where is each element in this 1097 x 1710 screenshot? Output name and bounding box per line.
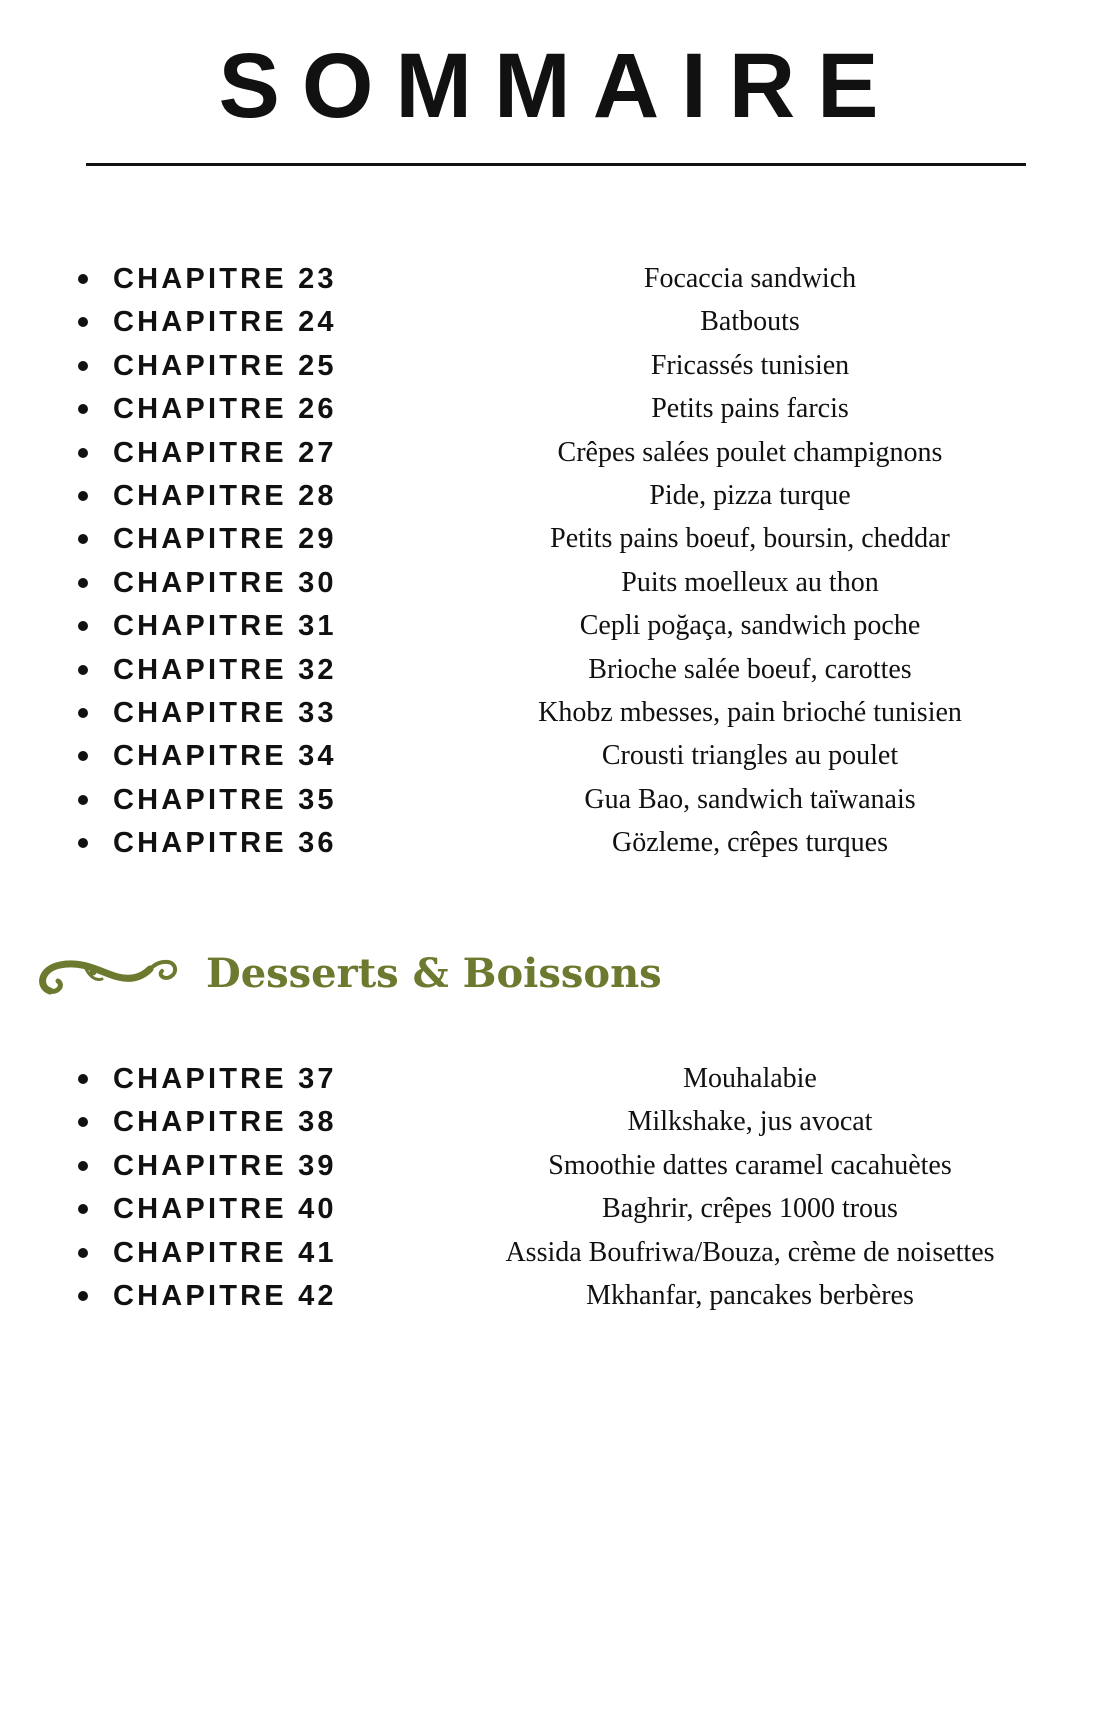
toc-item[interactable] <box>0 736 1097 779</box>
chapter-number: CHAPITRE 29 <box>113 523 337 556</box>
toc-item[interactable] <box>0 563 1097 606</box>
swirl-flourish-icon <box>36 947 182 1001</box>
bullet-icon <box>78 578 88 588</box>
recipe-title: Fricassés tunisien <box>650 349 850 381</box>
recipe-title: Puits moelleux au thon <box>621 566 879 598</box>
toc-item[interactable] <box>0 259 1097 302</box>
bullet-icon <box>78 1248 88 1258</box>
toc-list-desserts <box>0 1059 1097 1319</box>
chapter-number: CHAPITRE 27 <box>113 436 337 469</box>
chapter-number: CHAPITRE 39 <box>113 1149 337 1182</box>
bullet-icon <box>78 795 88 805</box>
bullet-icon <box>78 1291 88 1301</box>
chapter-number: CHAPITRE 37 <box>113 1063 337 1095</box>
bullet-icon <box>78 751 88 761</box>
recipe-title: Assida Boufriwa/Bouza, crème de noisettes <box>505 1236 995 1268</box>
bullet-icon <box>78 491 88 501</box>
bullet-icon <box>78 665 88 675</box>
chapter-number: CHAPITRE 42 <box>113 1279 337 1312</box>
bullet-icon <box>78 621 88 631</box>
toc-item[interactable] <box>0 433 1097 476</box>
toc-item[interactable] <box>0 389 1097 432</box>
recipe-title: Petits pains farcis <box>651 393 849 425</box>
recipe-title: Gözleme, crêpes turques <box>612 827 888 859</box>
recipe-title: Baghrir, crêpes 1000 trous <box>602 1193 898 1225</box>
toc-item[interactable] <box>0 1102 1097 1145</box>
toc-item[interactable] <box>0 519 1097 562</box>
bullet-icon <box>78 1117 88 1127</box>
recipe-title: Crêpes salées poulet champignons <box>557 436 943 468</box>
chapter-number: CHAPITRE 30 <box>113 566 337 599</box>
bullet-icon <box>78 1161 88 1171</box>
chapter-number: CHAPITRE 36 <box>113 827 337 860</box>
recipe-title: Cepli poğaça, sandwich poche <box>579 610 921 642</box>
recipe-title: Petits pains boeuf, boursin, cheddar <box>550 523 950 555</box>
toc-item[interactable] <box>0 1146 1097 1189</box>
toc-item[interactable] <box>0 1189 1097 1232</box>
bullet-icon <box>78 708 88 718</box>
page-title: SOMMAIRE <box>218 35 901 137</box>
chapter-number: CHAPITRE 25 <box>113 349 337 382</box>
bullet-icon <box>78 448 88 458</box>
section-title: Desserts & Boissons <box>206 950 662 997</box>
bullet-icon <box>78 534 88 544</box>
bullet-icon <box>78 317 88 327</box>
toc-item[interactable] <box>0 1233 1097 1276</box>
toc-item[interactable] <box>0 823 1097 866</box>
recipe-title: Batbouts <box>700 306 800 338</box>
chapter-number: CHAPITRE 35 <box>113 783 337 816</box>
chapter-number: CHAPITRE 26 <box>113 393 337 426</box>
chapter-number: CHAPITRE 32 <box>113 653 337 686</box>
recipe-title: Focaccia sandwich <box>643 263 857 294</box>
bullet-icon <box>78 838 88 848</box>
recipe-title: Khobz mbesses, pain brioché tunisien <box>538 696 962 728</box>
chapter-number: CHAPITRE 34 <box>113 740 337 773</box>
recipe-title: Brioche salée boeuf, carottes <box>588 653 912 685</box>
chapter-number: CHAPITRE 33 <box>113 696 337 729</box>
chapter-number: CHAPITRE 23 <box>113 263 337 295</box>
toc-item[interactable] <box>0 302 1097 345</box>
bullet-icon <box>78 274 88 284</box>
toc-list-savory <box>0 259 1097 866</box>
chapter-number: CHAPITRE 38 <box>113 1106 337 1139</box>
bullet-icon <box>78 361 88 371</box>
chapter-number: CHAPITRE 41 <box>113 1236 337 1269</box>
title-divider <box>86 163 1026 166</box>
chapter-number: CHAPITRE 31 <box>113 610 337 643</box>
toc-item[interactable] <box>0 1059 1097 1102</box>
recipe-title: Pide, pizza turque <box>649 479 851 511</box>
toc-item[interactable] <box>0 476 1097 519</box>
chapter-number: CHAPITRE 24 <box>113 306 337 339</box>
recipe-title: Milkshake, jus avocat <box>627 1106 873 1138</box>
bullet-icon <box>78 1074 88 1084</box>
bullet-icon <box>78 404 88 414</box>
recipe-title: Smoothie dattes caramel cacahuètes <box>548 1149 952 1181</box>
toc-item[interactable] <box>0 693 1097 736</box>
recipe-title: Gua Bao, sandwich taïwanais <box>584 783 916 815</box>
recipe-title: Mouhalabie <box>683 1063 817 1094</box>
toc-item[interactable] <box>0 650 1097 693</box>
chapter-number: CHAPITRE 28 <box>113 479 337 512</box>
recipe-title: Mkhanfar, pancakes berbères <box>586 1279 914 1311</box>
section-heading-desserts <box>36 944 662 1004</box>
chapter-number: CHAPITRE 40 <box>113 1193 337 1226</box>
toc-item[interactable] <box>0 346 1097 389</box>
toc-item[interactable] <box>0 1276 1097 1319</box>
recipe-title: Crousti triangles au poulet <box>601 740 899 772</box>
bullet-icon <box>78 1204 88 1214</box>
toc-item[interactable] <box>0 606 1097 649</box>
toc-item[interactable] <box>0 780 1097 823</box>
